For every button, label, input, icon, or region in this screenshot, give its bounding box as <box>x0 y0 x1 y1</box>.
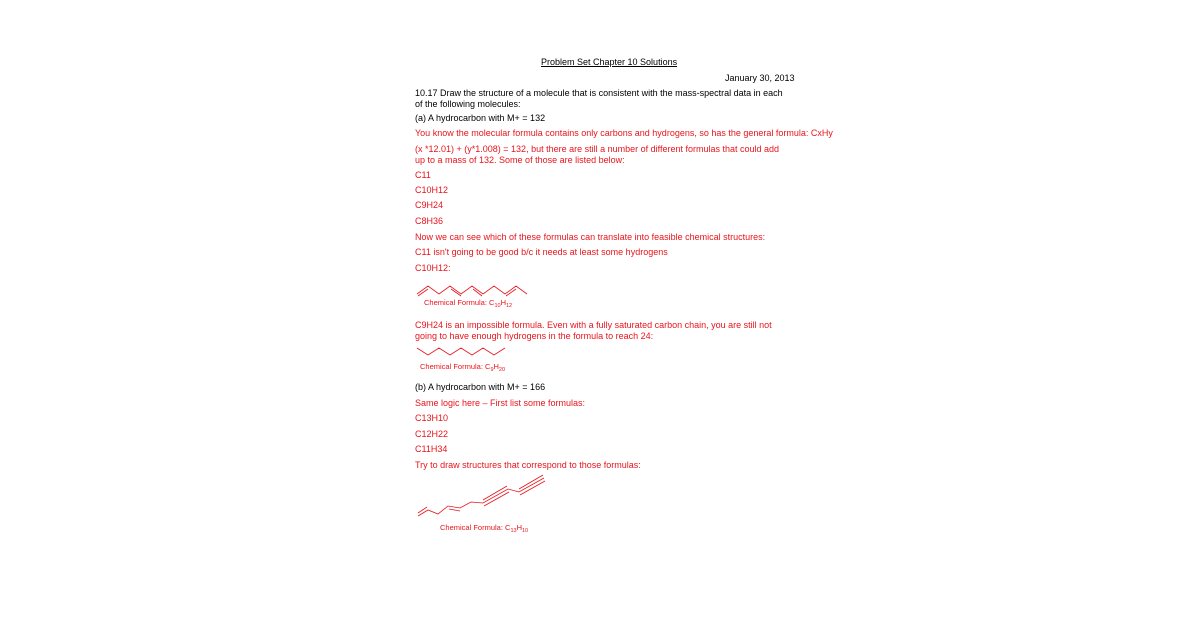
feasibility-note: Now we can see which of these formulas can translate into feasible chemical structures: <box>415 232 766 242</box>
formula-list-item: C10H12 <box>415 185 449 195</box>
part-a-heading: (a) A hydrocarbon with M+ = 132 <box>415 113 546 123</box>
c9h24-note: C9H24 is an impossible formula. Even with a fully saturated carbon chain, you are still not going to have enough hydrogens in the formula to reach 24: <box>415 320 772 341</box>
c13h10-caption: Chemical Formula: $C_{13}H_{10}$ <box>440 523 529 534</box>
c10h12-label: C10H12: <box>415 263 451 273</box>
c10h12-caption: Chemical Formula: $C_{10}H_{12}$ <box>424 298 513 309</box>
c10h12-structure <box>416 276 536 298</box>
part-a-equation: (x *12.01) + (y*1.008) = 132, but there are still a number of different formulas that could add up to a mass of 132. Some of those are listed below: <box>415 144 780 165</box>
part-b-try: Try to draw structures that correspond to those formulas: <box>415 460 641 470</box>
c13h10-structure <box>416 472 556 520</box>
part-a-intro: You know the molecular formula contains only carbons and hydrogens, so has the general formula: CxHy <box>415 128 833 138</box>
formula-list-item: C13H10 <box>415 413 449 423</box>
formula-list-item: C8H36 <box>415 216 444 226</box>
problem-statement: 10.17 Draw the structure of a molecule that is consistent with the mass-spectral data in each of the following molecules: <box>415 88 783 109</box>
formula-list-item: C12H22 <box>415 429 449 439</box>
formula-list-item: C11H34 <box>415 444 448 454</box>
formula-list-item: C11 <box>415 170 431 180</box>
c9h20-caption: Chemical Formula: $C_9H_{20}$ <box>420 362 506 373</box>
part-b-logic: Same logic here – First list some formulas: <box>415 398 586 408</box>
c9h20-structure <box>416 344 516 360</box>
part-b-heading: (b) A hydrocarbon with M+ = 166 <box>415 382 546 392</box>
page-title: Problem Set Chapter 10 Solutions <box>541 57 678 67</box>
formula-list-item: C9H24 <box>415 200 444 210</box>
c11-note: C11 isn't going to be good b/c it needs at least some hydrogens <box>415 247 668 257</box>
document-date: January 30, 2013 <box>725 73 795 83</box>
